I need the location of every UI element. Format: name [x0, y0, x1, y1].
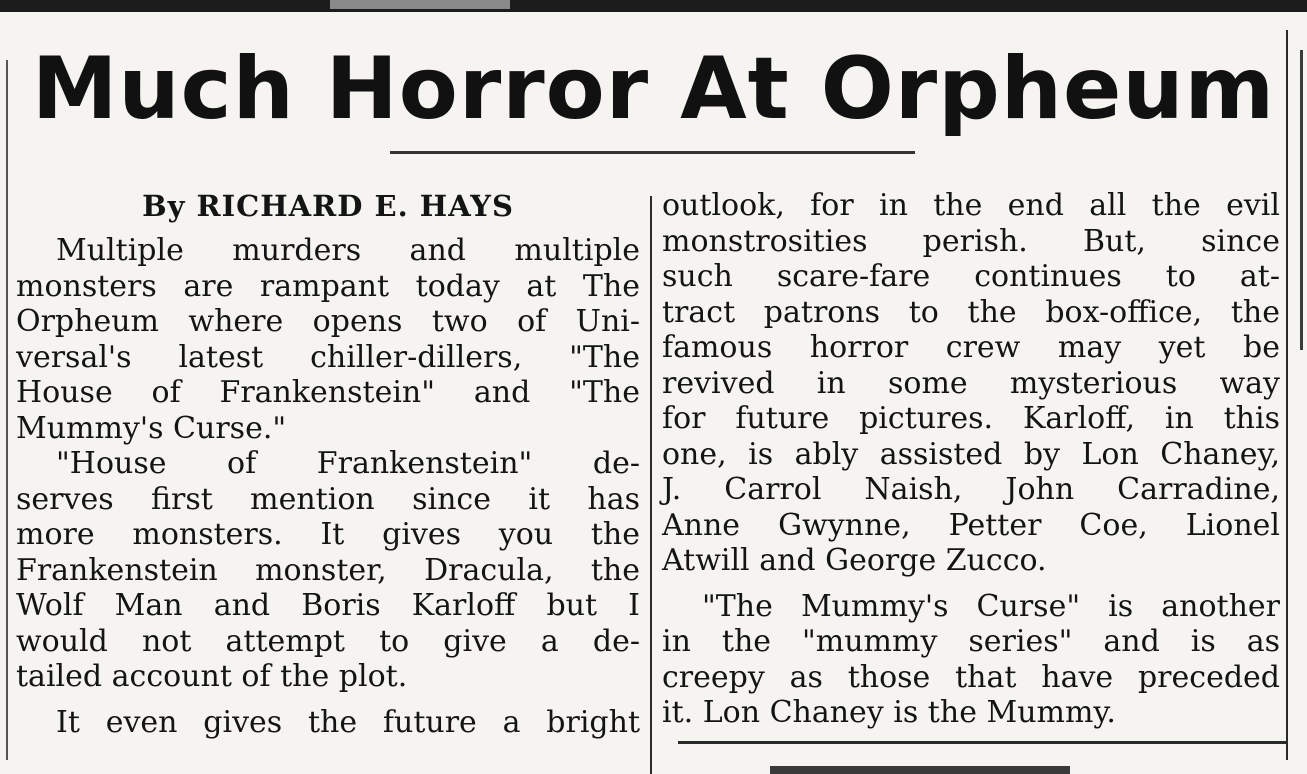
text-line: would not attempt to give a de-	[16, 623, 640, 659]
article-end-rule	[678, 741, 1286, 744]
text-line: versal's latest chiller-dillers, "The	[16, 339, 640, 375]
text-line: outlook, for in the end all the evil	[662, 188, 1280, 223]
text-line: Mummy's Curse."	[16, 410, 287, 446]
text-line: Orpheum where opens two of Uni-	[16, 304, 640, 339]
headline-underline-rule	[390, 151, 915, 154]
text-line: more monsters. It gives you the	[16, 517, 640, 552]
text-line: such scare-fare continues to at-	[662, 259, 1280, 294]
text-line: one, is ably assisted by Lon Chaney,	[662, 436, 1280, 472]
text-line: J. Carrol Naish, John Carradine,	[662, 472, 1280, 507]
text-line: monsters are rampant today at The	[16, 268, 640, 304]
text-line: in the "mummy series" and is as	[662, 624, 1280, 659]
text-line: It even gives the future a bright	[56, 704, 640, 740]
text-line: Atwill and George Zucco.	[662, 543, 1047, 578]
text-line: "The Mummy's Curse" is another	[702, 588, 1280, 624]
byline: By RICHARD E. HAYS	[142, 189, 514, 223]
text-line: Anne Gwynne, Petter Coe, Lionel	[662, 507, 1280, 543]
text-line: House of Frankenstein" and "The	[16, 375, 640, 410]
headline: Much Horror At Orpheum	[31, 39, 1276, 139]
text-line: revived in some mysterious way	[662, 365, 1280, 401]
text-line: tailed account of the plot.	[16, 659, 408, 694]
left-column-rule	[6, 60, 8, 760]
text-line: creepy as those that have preceded	[662, 659, 1280, 695]
text-line: monstrosities perish. But, since	[662, 223, 1280, 259]
right-column	[662, 188, 1280, 731]
text-line: Multiple murders and multiple	[56, 233, 640, 268]
top-border-smudge	[330, 0, 510, 9]
left-column	[16, 188, 640, 740]
text-line: Frankenstein monster, Dracula, the	[16, 552, 640, 588]
text-line: serves first mention since it has	[16, 481, 640, 517]
column-divider	[650, 196, 652, 774]
text-line: for future pictures. Karloff, in this	[662, 401, 1280, 436]
text-line: "House of Frankenstein" de-	[56, 446, 640, 481]
top-border-rule	[0, 0, 1307, 12]
text-line: famous horror crew may yet be	[662, 330, 1280, 365]
text-line: Wolf Man and Boris Karloff but I	[16, 588, 640, 623]
next-article-headline-fragment	[770, 766, 1070, 774]
text-line: tract patrons to the box-office, the	[662, 294, 1280, 330]
text-line: it. Lon Chaney is the Mummy.	[662, 695, 1116, 730]
